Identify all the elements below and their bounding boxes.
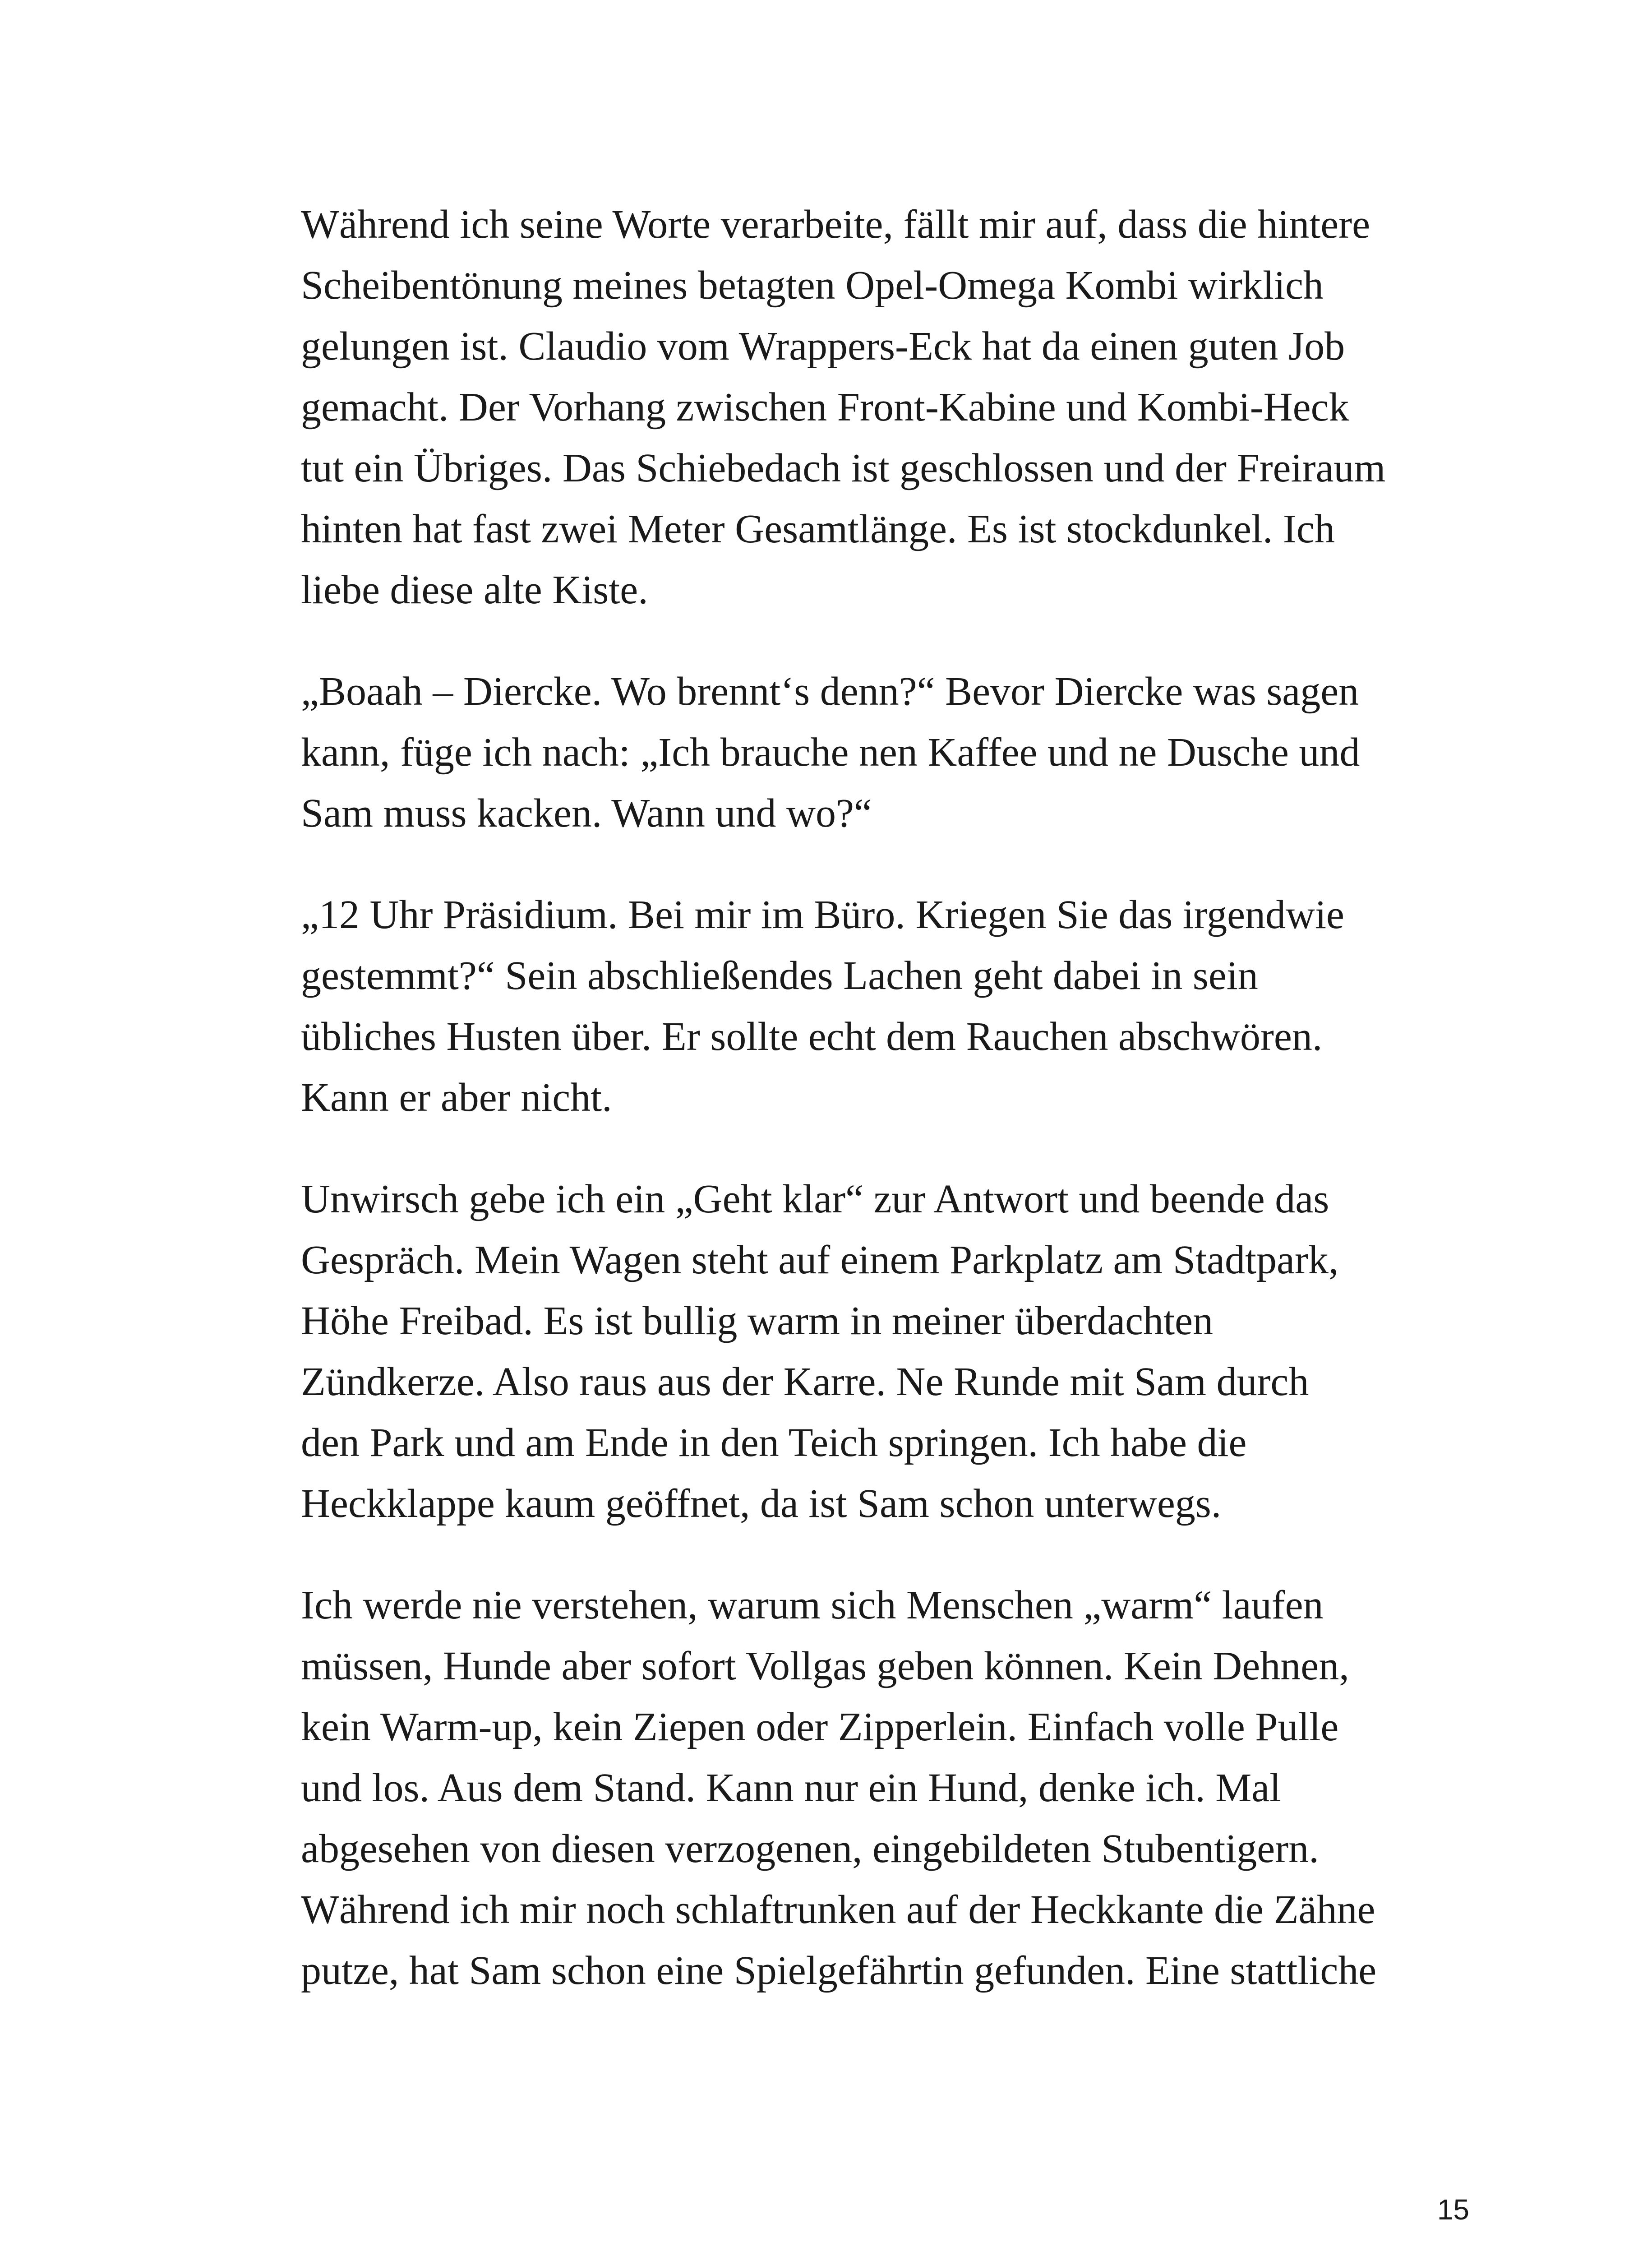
text-line: gemacht. Der Vorhang zwischen Front-Kabine und Kombi-Heck <box>301 385 1349 430</box>
paragraph <box>301 661 1478 844</box>
text-line: gestemmt?“ Sein abschließendes Lachen geht dabei in sein <box>301 953 1258 998</box>
page-number: 15 <box>1437 2193 1469 2226</box>
text-line: den Park und am Ende in den Teich springen. Ich habe die <box>301 1420 1247 1465</box>
text-line: Sam muss kacken. Wann und wo?“ <box>301 791 872 836</box>
text-line: kann, füge ich nach: „Ich brauche nen Kaffee und ne Dusche und <box>301 730 1360 775</box>
text-line: putze, hat Sam schon eine Spielgefährtin gefunden. Eine stattliche <box>301 1948 1377 1993</box>
text-line: und los. Aus dem Stand. Kann nur ein Hund, denke ich. Mal <box>301 1766 1281 1810</box>
text-line: Unwirsch gebe ich ein „Geht klar“ zur Antwort und beende das <box>301 1177 1329 1221</box>
text-line: Ich werde nie verstehen, warum sich Menschen „warm“ laufen <box>301 1583 1324 1627</box>
text-line: Während ich seine Worte verarbeite, fällt mir auf, dass die hintere <box>301 202 1371 247</box>
text-line: Gespräch. Mein Wagen steht auf einem Parkplatz am Stadtpark, <box>301 1238 1339 1282</box>
text-line: müssen, Hunde aber sofort Vollgas geben können. Kein Dehnen, <box>301 1644 1349 1688</box>
text-line: Während ich mir noch schlaftrunken auf der Heckkante die Zähne <box>301 1887 1375 1932</box>
text-line: gelungen ist. Claudio vom Wrappers-Eck hat da einen guten Job <box>301 324 1345 369</box>
text-line: Heckklappe kaum geöffnet, da ist Sam schon unterwegs. <box>301 1481 1222 1526</box>
text-line: „12 Uhr Präsidium. Bei mir im Büro. Kriegen Sie das irgendwie <box>301 892 1344 937</box>
paragraph <box>301 194 1478 620</box>
text-line: Höhe Freibad. Es ist bullig warm in meiner überdachten <box>301 1299 1213 1343</box>
text-line: liebe diese alte Kiste. <box>301 568 648 612</box>
text-line: „Boaah – Diercke. Wo brennt‘s denn?“ Bevor Diercke was sagen <box>301 669 1359 714</box>
paragraph <box>301 1169 1478 1534</box>
text-line: Kann er aber nicht. <box>301 1075 612 1120</box>
text-line: tut ein Übriges. Das Schiebedach ist geschlossen und der Freiraum <box>301 446 1386 490</box>
text-line: Scheibentönung meines betagten Opel-Omega Kombi wirklich <box>301 263 1324 308</box>
body-text <box>301 194 1478 2042</box>
text-line: übliches Husten über. Er sollte echt dem Rauchen abschwören. <box>301 1014 1323 1059</box>
text-line: abgesehen von diesen verzogenen, eingebildeten Stubentigern. <box>301 1826 1319 1871</box>
text-line: hinten hat fast zwei Meter Gesamtlänge. Es ist stockdunkel. Ich <box>301 507 1335 551</box>
paragraph <box>301 884 1478 1128</box>
text-line: Zündkerze. Also raus aus der Karre. Ne Runde mit Sam durch <box>301 1359 1309 1404</box>
text-line: kein Warm-up, kein Ziepen oder Zipperlein. Einfach volle Pulle <box>301 1705 1339 1749</box>
paragraph <box>301 1575 1478 2001</box>
